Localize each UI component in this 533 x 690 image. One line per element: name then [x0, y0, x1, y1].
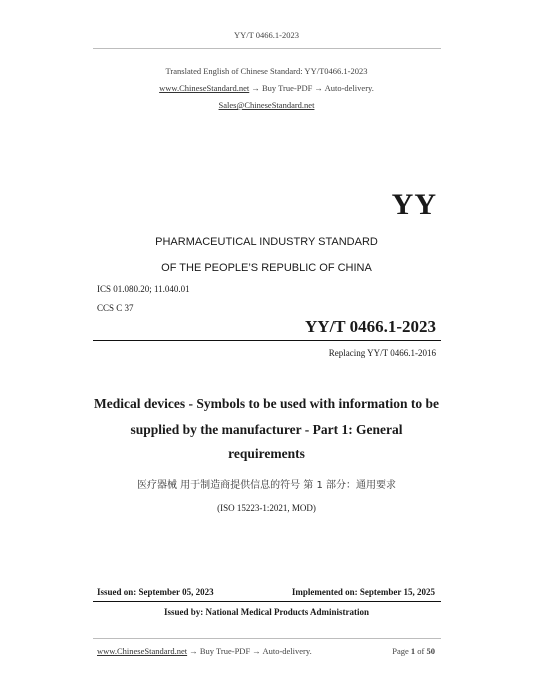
translation-notice: Translated English of Chinese Standard: YY/T0466.1-2023: [165, 66, 368, 76]
footer-buy-line: [97, 646, 312, 656]
title-line-1: Medical devices - Symbols to be used with information to be: [94, 396, 439, 411]
email-line: [0, 100, 533, 110]
footer-rule: [93, 638, 441, 639]
standard-line-2: OF THE PEOPLE’S REPUBLIC OF CHINA: [161, 262, 372, 274]
footer-site-link[interactable]: www.ChineseStandard.net: [97, 646, 188, 656]
running-header: YY/T 0466.1-2023: [233, 30, 299, 40]
replacing-note: Replacing YY/T 0466.1-2016: [328, 348, 436, 358]
page-label: Page: [392, 646, 409, 656]
page-total: 50: [426, 646, 435, 656]
issuing-authority: Issued by: National Medical Products Administration: [163, 607, 370, 617]
standard-logo: YY: [391, 188, 437, 221]
standard-code: YY/T 0466.1-2023: [305, 317, 436, 336]
implemented-date: Implemented on: September 15, 2025: [291, 587, 435, 597]
dates-rule: [93, 601, 441, 602]
issued-date: Issued on: September 05, 2023: [97, 587, 214, 597]
footer-buy-text: → Buy True-PDF → Auto-delivery.: [187, 646, 312, 656]
header-rule: [93, 48, 441, 49]
ccs-code: CCS C 37: [97, 303, 134, 313]
title-line-2: supplied by the manufacturer - Part 1: General: [130, 422, 403, 437]
standard-line-1: PHARMACEUTICAL INDUSTRY STANDARD: [155, 236, 378, 248]
page-number: 1: [410, 646, 416, 656]
title-line-3: requirements: [228, 446, 305, 461]
of-label: of: [417, 646, 425, 656]
chinese-title: 医疗器械 用于制造商提供信息的符号 第 1 部分：通用要求: [136, 480, 397, 491]
buy-line: [0, 83, 533, 93]
page-indicator: [392, 646, 435, 656]
iso-reference: (ISO 15223-1:2021, MOD): [217, 503, 316, 513]
email-link[interactable]: Sales@ChineseStandard.net: [218, 100, 315, 110]
site-link[interactable]: www.ChineseStandard.net: [159, 83, 250, 93]
code-rule: [93, 340, 441, 341]
buy-text: → Buy True-PDF → Auto-delivery.: [249, 83, 374, 93]
ics-code: ICS 01.080.20; 11.040.01: [97, 284, 190, 294]
